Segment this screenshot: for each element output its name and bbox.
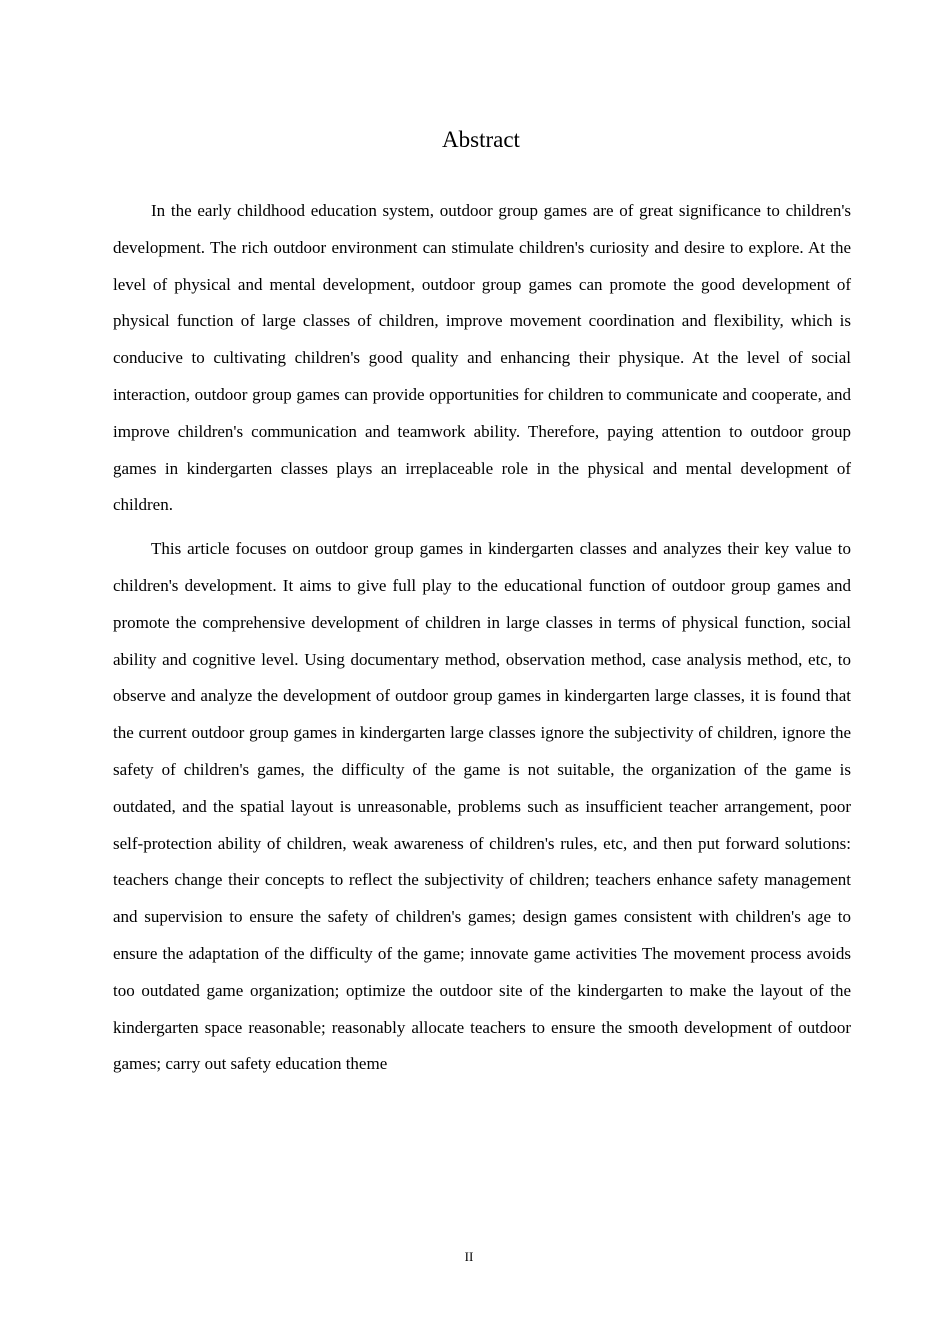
abstract-body [113, 193, 851, 1090]
abstract-paragraph-1: In the early childhood education system, outdoor group games are of great significance to children's development. The rich outdoor environment can stimulate children's curiosity and desire to explore. At the level of physical and mental development, outdoor group games can promote the good development of physical function of large classes of children, improve movement coordination and flexibility, which is conducive to cultivating children's good quality and enhancing their physique. At the level of social interaction, outdoor group games can provide opportunities for children to communicate and cooperate, and improve children's communication and teamwork ability. Therefore, paying attention to outdoor group games in kindergarten classes plays an irreplaceable role in the physical and mental development of children. [113, 201, 851, 515]
abstract-paragraph-2: This article focuses on outdoor group games in kindergarten classes and analyzes their key value to children's development. It aims to give full play to the educational function of outdoor group games and promote the comprehensive development of children in large classes in terms of physical function, social ability and cognitive level. Using documentary method, observation method, case analysis method, etc, to observe and analyze the development of outdoor group games in kindergarten large classes, it is found that the current outdoor group games in kindergarten large classes ignore the subjectivity of children, ignore the safety of children's games, the difficulty of the game is not suitable, the organization of the game is outdated, and the spatial layout is unreasonable, problems such as insufficient teacher arrangement, poor self-protection ability of children, weak awareness of children's rules, etc, and then put forward solutions: teachers change their concepts to reflect the subjectivity of children; teachers enhance safety management and supervision to ensure the safety of children's games; design games consistent with children's age to ensure the adaptation of the difficulty of the game; innovate game activities The movement process avoids too outdated game organization; optimize the outdoor site of the kindergarten to make the layout of the kindergarten space reasonable; reasonably allocate teachers to ensure the smooth development of outdoor games; carry out safety education theme [113, 539, 851, 1074]
abstract-title: Abstract [442, 127, 520, 152]
page-number: II [464, 1249, 474, 1264]
